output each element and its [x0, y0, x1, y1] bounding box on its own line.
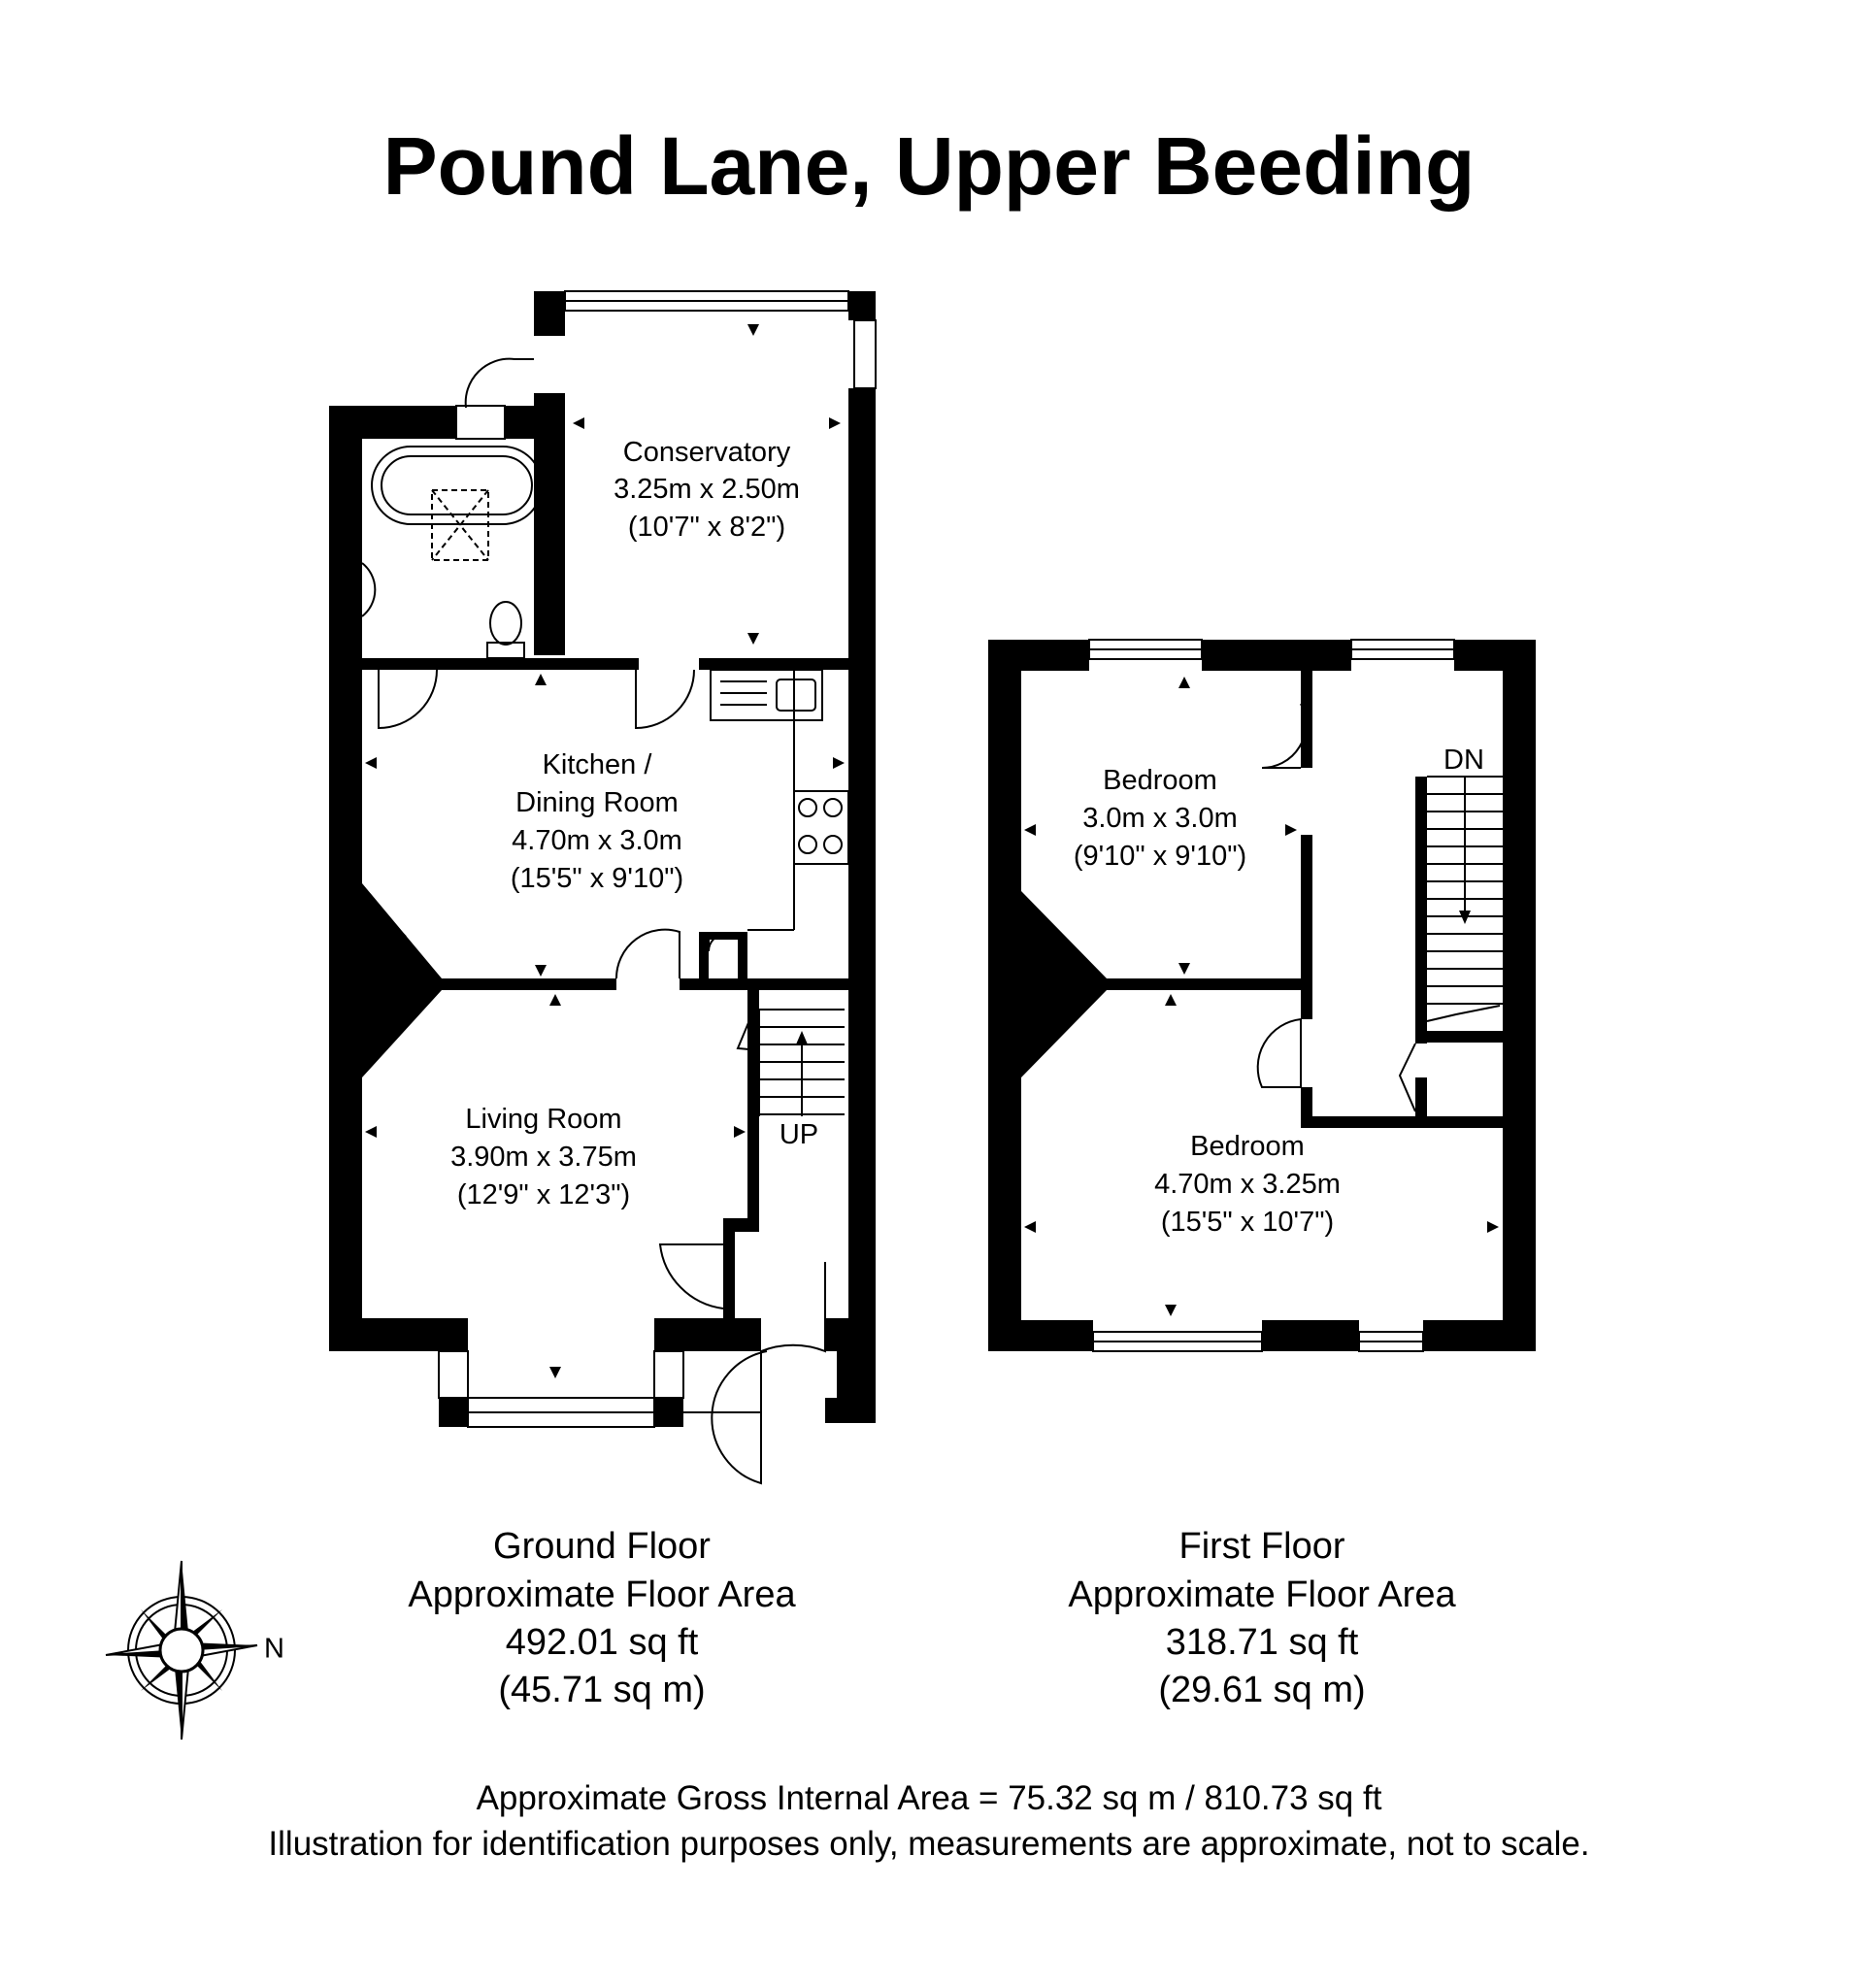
first-floor-summary [1068, 1526, 1456, 1710]
room-size-metric: 4.70m x 3.0m [512, 825, 682, 856]
room-size-imperial: (15'5" x 9'10") [510, 863, 684, 894]
room-size-metric: 3.0m x 3.0m [1082, 803, 1238, 834]
floor-name: First Floor [1178, 1526, 1345, 1567]
room-size-metric: 3.90m x 3.75m [450, 1142, 637, 1173]
room-name: Bedroom [1103, 765, 1217, 796]
room-label-conservatory [614, 437, 800, 543]
area-label: Approximate Floor Area [408, 1574, 796, 1615]
area-label: Approximate Floor Area [1068, 1574, 1456, 1615]
room-size-imperial: (12'9" x 12'3") [456, 1179, 631, 1210]
room-name: Bedroom [1190, 1131, 1305, 1162]
ground-floor-summary [408, 1526, 796, 1710]
gross-area-text: Approximate Gross Internal Area = 75.32 sq m / 810.73 sq ft [476, 1779, 1382, 1817]
room-name: Living Room [465, 1104, 622, 1135]
room-name: Conservatory [622, 437, 791, 468]
room-label-bedroom-1 [1074, 765, 1246, 872]
page-title: Pound Lane, Upper Beeding [382, 120, 1476, 212]
room-size-imperial: (15'5" x 10'7") [1160, 1207, 1335, 1238]
area-sq-ft: 492.01 sq ft [505, 1622, 699, 1663]
area-sq-m: (45.71 sq m) [498, 1670, 706, 1710]
first-stairs-label: DN [1443, 745, 1484, 776]
room-size-metric: 3.25m x 2.50m [614, 474, 800, 505]
compass-rose-icon [106, 1561, 257, 1740]
room-label-kitchen [511, 749, 683, 894]
room-size-metric: 4.70m x 3.25m [1154, 1169, 1341, 1200]
area-sq-m: (29.61 sq m) [1158, 1670, 1366, 1710]
room-label-bedroom-2 [1154, 1131, 1341, 1238]
floor-name: Ground Floor [493, 1526, 711, 1567]
area-sq-ft: 318.71 sq ft [1165, 1622, 1359, 1663]
room-name-line1: Kitchen / [542, 749, 652, 780]
room-size-imperial: (10'7" x 8'2") [627, 512, 786, 543]
room-name-line2: Dining Room [515, 787, 679, 818]
room-size-imperial: (9'10" x 9'10") [1073, 841, 1247, 872]
ground-stairs-label: UP [779, 1119, 819, 1150]
disclaimer-text: Illustration for identification purposes only, measurements are approximate, not to scale. [268, 1825, 1590, 1863]
first-floor-plan [988, 640, 1536, 1351]
compass-north-label: N [264, 1633, 284, 1665]
room-label-living-room [450, 1104, 637, 1210]
